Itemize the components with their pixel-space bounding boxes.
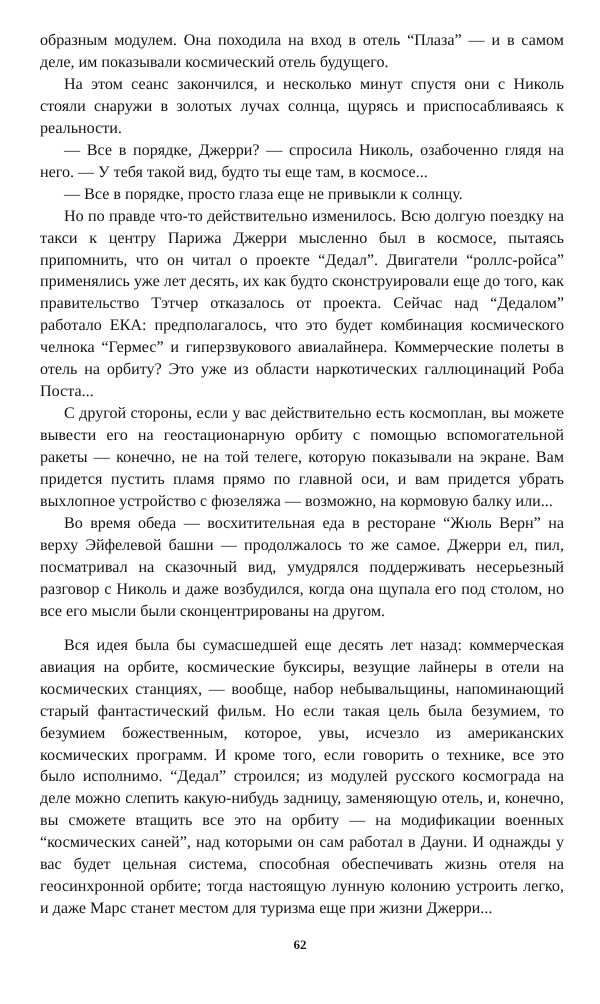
page-number: 62 (293, 937, 307, 952)
paragraph-1: образным модулем. Она походила на вход в отель “Плаза” — и в самом деле, им показывали космический отель будущего. (40, 32, 564, 71)
paragraph-5: Но по правде что-то действительно изменилось. Всю долгую поездку на такси к центру Парижа Джерри мысленно был в космосе, пытаясь припомнить, что он читал о проекте “Дедал”. Двигатели “роллс-ройса” применялись уже лет десять, их как будто сконструировали еще до того, как правительство Тэтчер отказалось от проекта. Сейчас над “Дедалом” работало ЕКА: предполагалось, что это будет комбинация космического челнока “Гермес” и гиперзвукового авиалайнера. Коммерческие полеты в отель на орбиту? Это уже из области наркотических галлюцинаций Роба Поста... (40, 207, 564, 401)
page-body (40, 30, 564, 920)
paragraph-6: С другой стороны, если у вас действительно есть космоплан, вы можете вывести его на геостационарную орбиту с помощью вспомогательной ракеты — конечно, не на той телеге, которую показывали на экране. Вам придется пустить пламя прямо по главной оси, и вам придется убрать выхлопное устройство с фюзеляжа — возможно, на кормовую балку или... (40, 405, 564, 511)
paragraph-8: Вся идея была бы сумасшедшей еще десять лет назад: коммерческая авиация на орбите, космические буксиры, везущие лайнеры в отели на космических станциях, — вообще, набор небывальщины, напоминающий старый фантастический фильм. Но если такая цель была безумием, то безумием божественным, которое, увы, исчезло из американских космических программ. И кроме того, если говорить о технике, все это было исполнимо. “Дедал” строился; из модулей русского космограда на деле можно слепить какую-нибудь задницу, заменяющую отель, и, конечно, вы сможете втащить все это на орбиту — на модификации военных “космических саней”, над которыми он сам работал в Дауни. И однажды у вас будет цельная система, способная обеспечивать жизнь отеля на геосинхронной орбите; тогда настоящую лунную колонию устроить легко, и даже Марс станет местом для туризма еще при жизни Джерри... (40, 636, 564, 918)
paragraph-2: На этом сеанс закончился, и несколько минут спустя они с Николь стояли снаружи в золотых лучах солнца, щурясь и приспосабливаясь к реальности. (40, 75, 564, 137)
paragraph-3: — Все в порядке, Джерри? — спросила Николь, озабоченно глядя на него. — У тебя такой вид, будто ты еще там, в космосе... (40, 141, 564, 181)
paragraph-4: — Все в порядке, просто глаза еще не привыкли к солнцу. (64, 185, 463, 203)
paragraph-7: Во время обеда — восхитительная еда в ресторане “Жюль Верн” на верху Эйфелевой башни — продолжалось то же самое. Джерри ел, пил, посматривал на сказочный вид, умудрялся поддерживать несерьезный разговор с Николь и даже возбудился, когда она щупала его под столом, но все его мысли были сконцентрированы на другом. (40, 514, 564, 620)
